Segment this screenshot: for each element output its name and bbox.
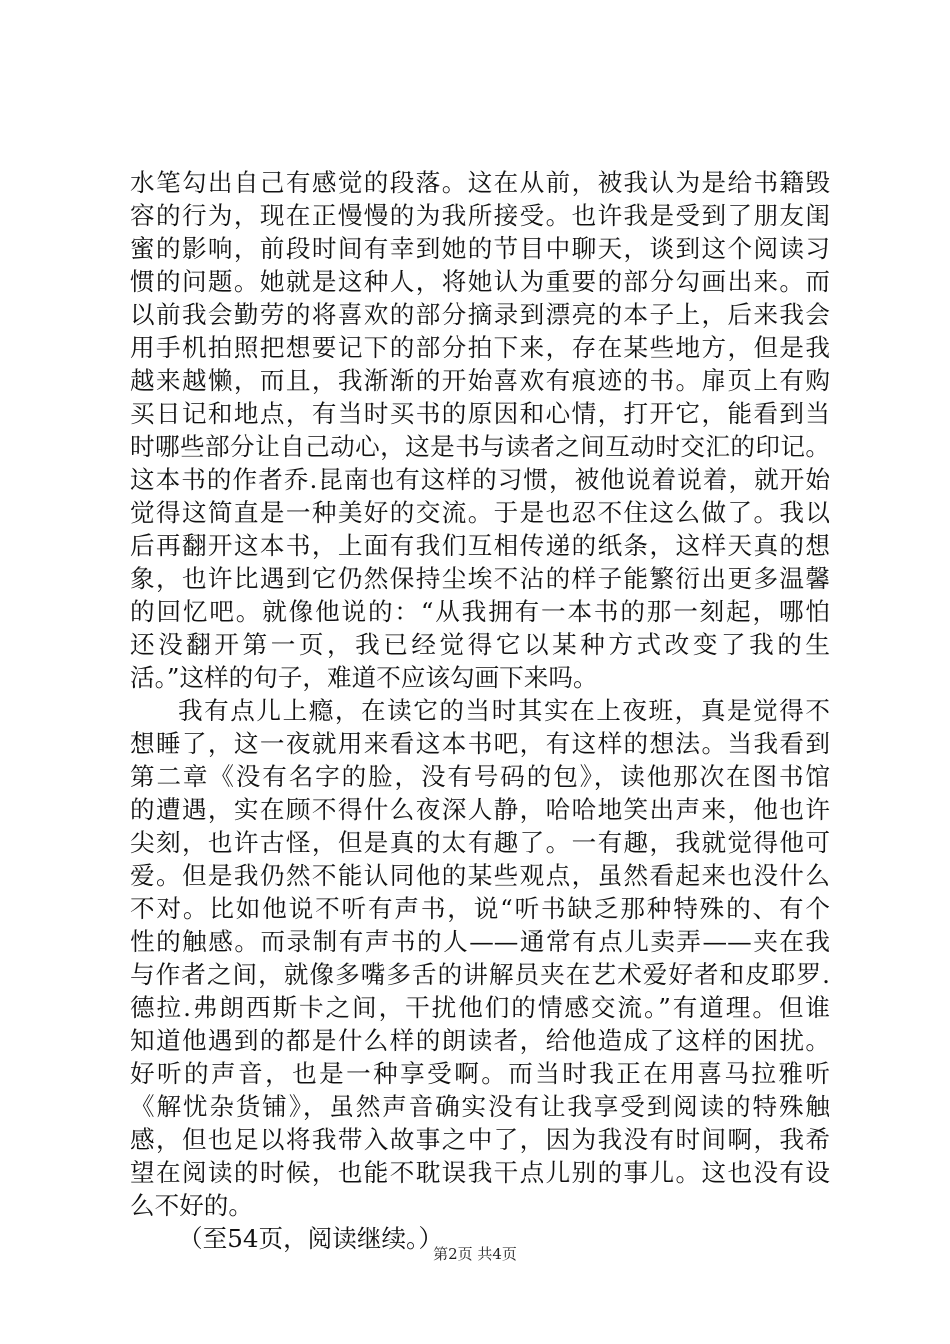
text-line: 爱。但是我仍然不能认同他的某些观点，虽然看起来也没什么 [130, 861, 830, 890]
text-line: 蜜的影响，前段时间有幸到她的节目中聊天，谈到这个阅读习 [130, 234, 830, 263]
text-line: 想睡了，这一夜就用来看这本书吧，有这样的想法。当我看到 [130, 729, 830, 758]
text-line: 《解忧杂货铺》，虽然声音确实没有让我享受到阅读的特殊触 [130, 1092, 830, 1121]
text-line: 么不好的。 [130, 1191, 253, 1220]
text-line: 望在阅读的时候，也能不耽误我干点儿别的事儿。这也没有设 [130, 1158, 830, 1187]
text-line: 时哪些部分让自己动心，这是书与读者之间互动时交汇的印记。 [130, 432, 830, 461]
text-line: 活。”这样的句子，难道不应该勾画下来吗。 [130, 663, 598, 692]
text-line: 好听的声音，也是一种享受啊。而当时我正在用喜马拉雅听 [130, 1059, 830, 1088]
text-line: 越来越懒，而且，我渐渐的开始喜欢有痕迹的书。扉页上有购 [130, 366, 830, 395]
text-line: 这本书的作者乔.昆南也有这样的习惯，被他说着说着，就开始 [130, 465, 830, 494]
text-line: 用手机拍照把想要记下的部分拍下来，存在某些地方，但是我 [130, 333, 830, 362]
text-line: 后再翻开这本书，上面有我们互相传递的纸条，这样天真的想 [130, 531, 830, 560]
text-line: 与作者之间，就像多嘴多舌的讲解员夹在艺术爱好者和皮耶罗. [130, 960, 830, 989]
paragraph-first-line: 我有点儿上瘾，在读它的当时其实在上夜班，真是觉得不 [178, 696, 830, 725]
text-line: 惯的问题。她就是这种人，将她认为重要的部分勾画出来。而 [130, 267, 830, 296]
text-line: 还没翻开第一页，我已经觉得它以某种方式改变了我的生 [130, 630, 830, 659]
text-line: 觉得这简直是一种美好的交流。于是也忍不住这么做了。我以 [130, 498, 830, 527]
text-line: 水笔勾出自己有感觉的段落。这在从前，被我认为是给书籍毁 [130, 168, 830, 197]
text-line: 以前我会勤劳的将喜欢的部分摘录到漂亮的本子上，后来我会 [130, 300, 830, 329]
text-line: 尖刻，也许古怪，但是真的太有趣了。一有趣，我就觉得他可 [130, 828, 830, 857]
text-line: 象，也许比遇到它仍然保持尘埃不沾的样子能繁衍出更多温馨 [130, 564, 830, 593]
reading-progress-note: （至54页，阅读继续。） [178, 1224, 443, 1253]
text-line: 德拉.弗朗西斯卡之间，干扰他们的情感交流。”有道理。但谁 [130, 993, 830, 1022]
text-line: 第二章《没有名字的脸，没有号码的包》，读他那次在图书馆 [130, 762, 830, 791]
page-footer: 第2页 共4页 [433, 1245, 517, 1263]
text-line: 感，但也足以将我带入故事之中了，因为我没有时间啊，我希 [130, 1125, 830, 1154]
text-line: 买日记和地点，有当时买书的原因和心情，打开它，能看到当 [130, 399, 830, 428]
text-line: 容的行为，现在正慢慢的为我所接受。也许我是受到了朋友闺 [130, 201, 830, 230]
body-text [130, 166, 830, 1255]
text-line: 不对。比如他说不听有声书，说“听书缺乏那种特殊的、有个 [130, 894, 830, 923]
text-line: 的遭遇，实在顾不得什么夜深人静，哈哈地笑出声来，他也许 [130, 795, 830, 824]
text-line: 性的触感。而录制有声书的人——通常有点儿卖弄——夹在我 [130, 927, 830, 956]
text-line: 的回忆吧。就像他说的：“从我拥有一本书的那一刻起，哪怕 [130, 597, 830, 626]
text-line: 知道他遇到的都是什么样的朗读者，给他造成了这样的困扰。 [130, 1026, 830, 1055]
